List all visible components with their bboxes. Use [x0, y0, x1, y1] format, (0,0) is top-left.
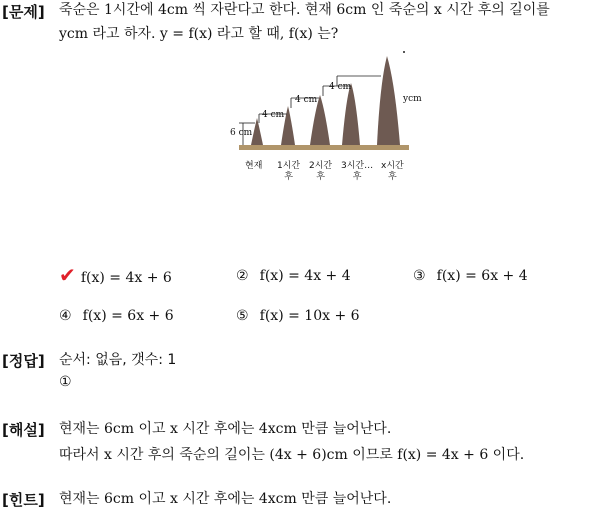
- choice-5-text: f(x) = 10x + 6: [259, 308, 360, 324]
- choice-4[interactable]: [59, 305, 174, 324]
- shoot-4: [377, 56, 400, 145]
- bamboo-figure: [225, 48, 425, 193]
- height-label-3: 4 cm: [329, 82, 352, 92]
- height-label-1: 4 cm: [262, 110, 285, 120]
- height-label-0: 6 cm: [230, 128, 253, 138]
- answer-tag: [정답]: [2, 352, 45, 370]
- time-label-0: 현재: [245, 161, 263, 171]
- problem-line-1: 죽순은 1시간에 4cm 씩 자란다고 한다. 현재 6cm 인 죽순의 x 시간 후의 길이를: [59, 2, 550, 18]
- shoot-0: [251, 118, 263, 145]
- choice-4-num: ④: [59, 308, 72, 324]
- height-label-2: 4 cm: [295, 95, 318, 105]
- explanation-line-1: 현재는 6cm 이고 x 시간 후에는 4xcm 만큼 늘어난다.: [59, 421, 392, 437]
- answer-line-1: 순서: 없음, 갯수: 1: [59, 352, 177, 368]
- choice-4-text: f(x) = 6x + 6: [82, 308, 174, 324]
- choice-5-num: ⑤: [236, 308, 249, 324]
- problem-line-2: ycm 라고 하자. y = f(x) 라고 할 때, f(x) 는?: [59, 26, 339, 42]
- problem-tag: [문제]: [2, 3, 45, 21]
- shoot-3: [342, 83, 360, 145]
- time-label-3: 3시간… 후: [341, 161, 374, 182]
- hint-tag: [힌트]: [2, 491, 45, 509]
- choice-3-num: ③: [413, 268, 426, 284]
- choice-1[interactable]: [59, 263, 172, 287]
- check-mark-icon: ✔: [59, 263, 76, 287]
- explanation-line-2: 따라서 x 시간 후의 죽순의 길이는 (4x + 6)cm 이므로 f(x) = 4x + 6 이다.: [59, 447, 525, 463]
- explanation-tag: [해설]: [2, 421, 45, 439]
- answer-line-2: ①: [59, 374, 72, 390]
- hint-line-1: 현재는 6cm 이고 x 시간 후에는 4xcm 만큼 늘어난다.: [59, 491, 392, 507]
- time-label-x: x시간 후: [381, 161, 404, 182]
- choice-2-num: ②: [236, 268, 249, 284]
- ground: [239, 145, 409, 150]
- choice-3-text: f(x) = 6x + 4: [436, 268, 528, 284]
- choice-1-text: f(x) = 4x + 6: [80, 270, 172, 286]
- choice-2[interactable]: [236, 265, 351, 284]
- height-label-y: ycm: [403, 94, 422, 104]
- time-label-1: 1시간 후: [277, 161, 301, 182]
- choice-5[interactable]: [236, 305, 360, 324]
- choice-2-text: f(x) = 4x + 4: [259, 268, 351, 284]
- time-label-2: 2시간 후: [309, 161, 333, 182]
- choice-3[interactable]: [413, 265, 528, 284]
